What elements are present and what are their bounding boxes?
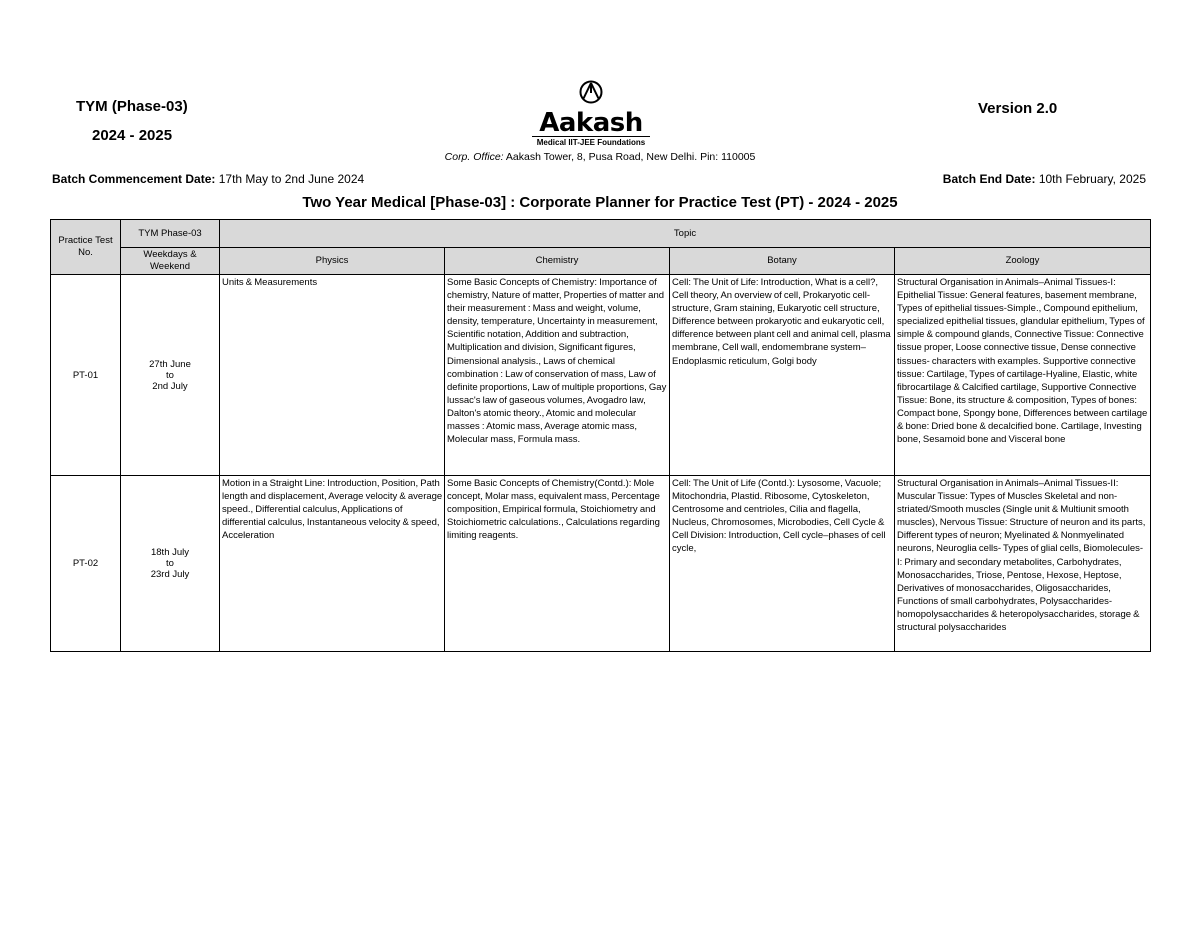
zoology-topics: Structural Organisation in Animals–Animal Tissues-II: Muscular Tissue: Types of Muscles Skeletal and non-striated/Smooth muscles (Single unit & Multiunit smooth muscles), Nervous Tissue: Structure of neuron and its parts, Different types of neuron; Myelinated & Nonmyelinated neurons, Neuroglia cells- Types of glial cells, Biomolecules- I: Primary and secondary metabolites, Carbohydrates, Monosaccharides, Triose, Pentose, Hexose, Heptose, Derivatives of monosaccharides, Oligosaccharides, Functions of small carbohydrates, Polysaccharides- homopolysaccharides & heteropolysaccharides, storage & structural polysaccharides	[895, 476, 1151, 652]
table-row	[51, 476, 1151, 652]
header-tym-phase: TYM Phase-03	[121, 220, 220, 248]
practice-test-planner-table	[50, 219, 1151, 652]
header-zoology: Zoology	[895, 248, 1151, 275]
program-header	[76, 98, 188, 144]
test-number: PT-02	[51, 476, 121, 652]
corp-office-address: Aakash Tower, 8, Pusa Road, New Delhi. Pin: 110005	[505, 151, 756, 163]
session-year: 2024 - 2025	[92, 127, 173, 144]
program-name: TYM (Phase-03)	[76, 98, 188, 115]
batch-commencement	[52, 172, 364, 186]
date-to-word: to	[166, 369, 174, 381]
date-to: 23rd July	[150, 569, 190, 580]
header-topic: Topic	[220, 220, 1151, 248]
header-physics: Physics	[220, 248, 445, 275]
batch-end-label: Batch End Date:	[942, 172, 1036, 186]
aakash-logo	[528, 80, 654, 147]
header-practice-test: Practice Test No.	[51, 220, 121, 275]
batch-end-value: 10th February, 2025	[1038, 172, 1146, 186]
table-row	[51, 275, 1151, 476]
physics-topics: Motion in a Straight Line: Introduction, Position, Path length and displacement, Average velocity & average speed., Differential calculus, Applications of differential calculus, Instantaneous velocity & speed, Acceleration	[220, 476, 445, 652]
botany-topics: Cell: The Unit of Life (Contd.): Lysosome, Vacuole; Mitochondria, Plastid. Ribosome, Cytoskeleton, Centrosome and centrioles, Cilia and flagella, Nucleus, Chromosomes, Microbodies, Cell Cycle & Cell Division: Introduction, Cell cycle–phases of cell cycle,	[670, 476, 895, 652]
batch-start-label: Batch Commencement Date:	[52, 172, 216, 186]
date-to-word: to	[166, 558, 174, 569]
page-title: Two Year Medical [Phase-03] : Corporate Planner for Practice Test (PT) - 2024 - 2025	[302, 194, 898, 211]
test-dates	[121, 275, 220, 476]
header-chemistry: Chemistry	[445, 248, 670, 275]
physics-topics: Units & Measurements	[220, 275, 445, 476]
aakash-emblem-icon	[579, 80, 603, 104]
batch-end	[943, 172, 1146, 186]
batch-start-value: 17th May to 2nd June 2024	[218, 172, 365, 186]
chemistry-topics: Some Basic Concepts of Chemistry: Importance of chemistry, Nature of matter, Properties of matter and their measurement : Mass and weight, volume, density, temperature, Uncertainty in measurement, Scientific notation, Addition and subtraction, Multiplication and division, Significant figures, Dimensional analysis., Laws of chemical combination : Law of conservation of mass, Law of definite proportions, Law of multiple proportions, Gay lussac's law of gaseous volumes, Avogadro law, Dalton's atomic theory., Atomic and molecular masses : Atomic mass, Average atomic mass, Molecular mass, Formula mass.	[445, 275, 670, 476]
date-from: 27th June	[149, 358, 191, 370]
corporate-office-line	[0, 151, 1200, 163]
date-from: 18th July	[150, 547, 190, 558]
header-botany: Botany	[670, 248, 895, 275]
test-dates	[121, 476, 220, 652]
version-label: Version 2.0	[978, 100, 1058, 117]
header-weekdays: Weekdays & Weekend	[121, 248, 220, 275]
test-number: PT-01	[51, 275, 121, 476]
botany-topics: Cell: The Unit of Life: Introduction, What is a cell?, Cell theory, An overview of cell, Prokaryotic cell-structure, Gram staining, Eukaryotic cell structure, Difference between prokaryotic and eukaryotic cell, difference between plant cell and animal cell, plasma membrane, Cell wall, endomembrane system– Endoplasmic reticulum, Golgi body	[670, 275, 895, 476]
zoology-topics: Structural Organisation in Animals–Animal Tissues-I: Epithelial Tissue: General features, basement membrane, Types of epithelial tissues-Simple., Compound epithelium, specialized epithelial tissues, glandular epithelium, Types of simple & compound glands, Connective Tissue: Connective tissue proper, Loose connective tissue, Dense connective tissues- characters with examples. Supportive connective tissue: Cartilage, Types of cartilage-Hyaline, Elastic, white fibrocartilage & Calcified cartilage, Supportive Connective Tissue: Bone, its structure & composition, Types of bones: Compact bone, Spongy bone, Differences between cartilage & bone: Dried bone & decalcified bone. Cartilage, Investing bone, Sesamoid bone and Visceral bone	[895, 275, 1151, 476]
corp-office-label: Corp. Office:	[444, 151, 504, 163]
date-to: 2nd July	[152, 380, 188, 392]
chemistry-topics: Some Basic Concepts of Chemistry(Contd.): Mole concept, Molar mass, equivalent mass, Percentage composition, Empirical formula, Stoichiometry and Stoichiometric calculations., Calculations regarding limiting reagents.	[445, 476, 670, 652]
logo-brand: Aakash	[539, 108, 643, 138]
logo-tagline: Medical IIT-JEE Foundations	[532, 136, 650, 147]
